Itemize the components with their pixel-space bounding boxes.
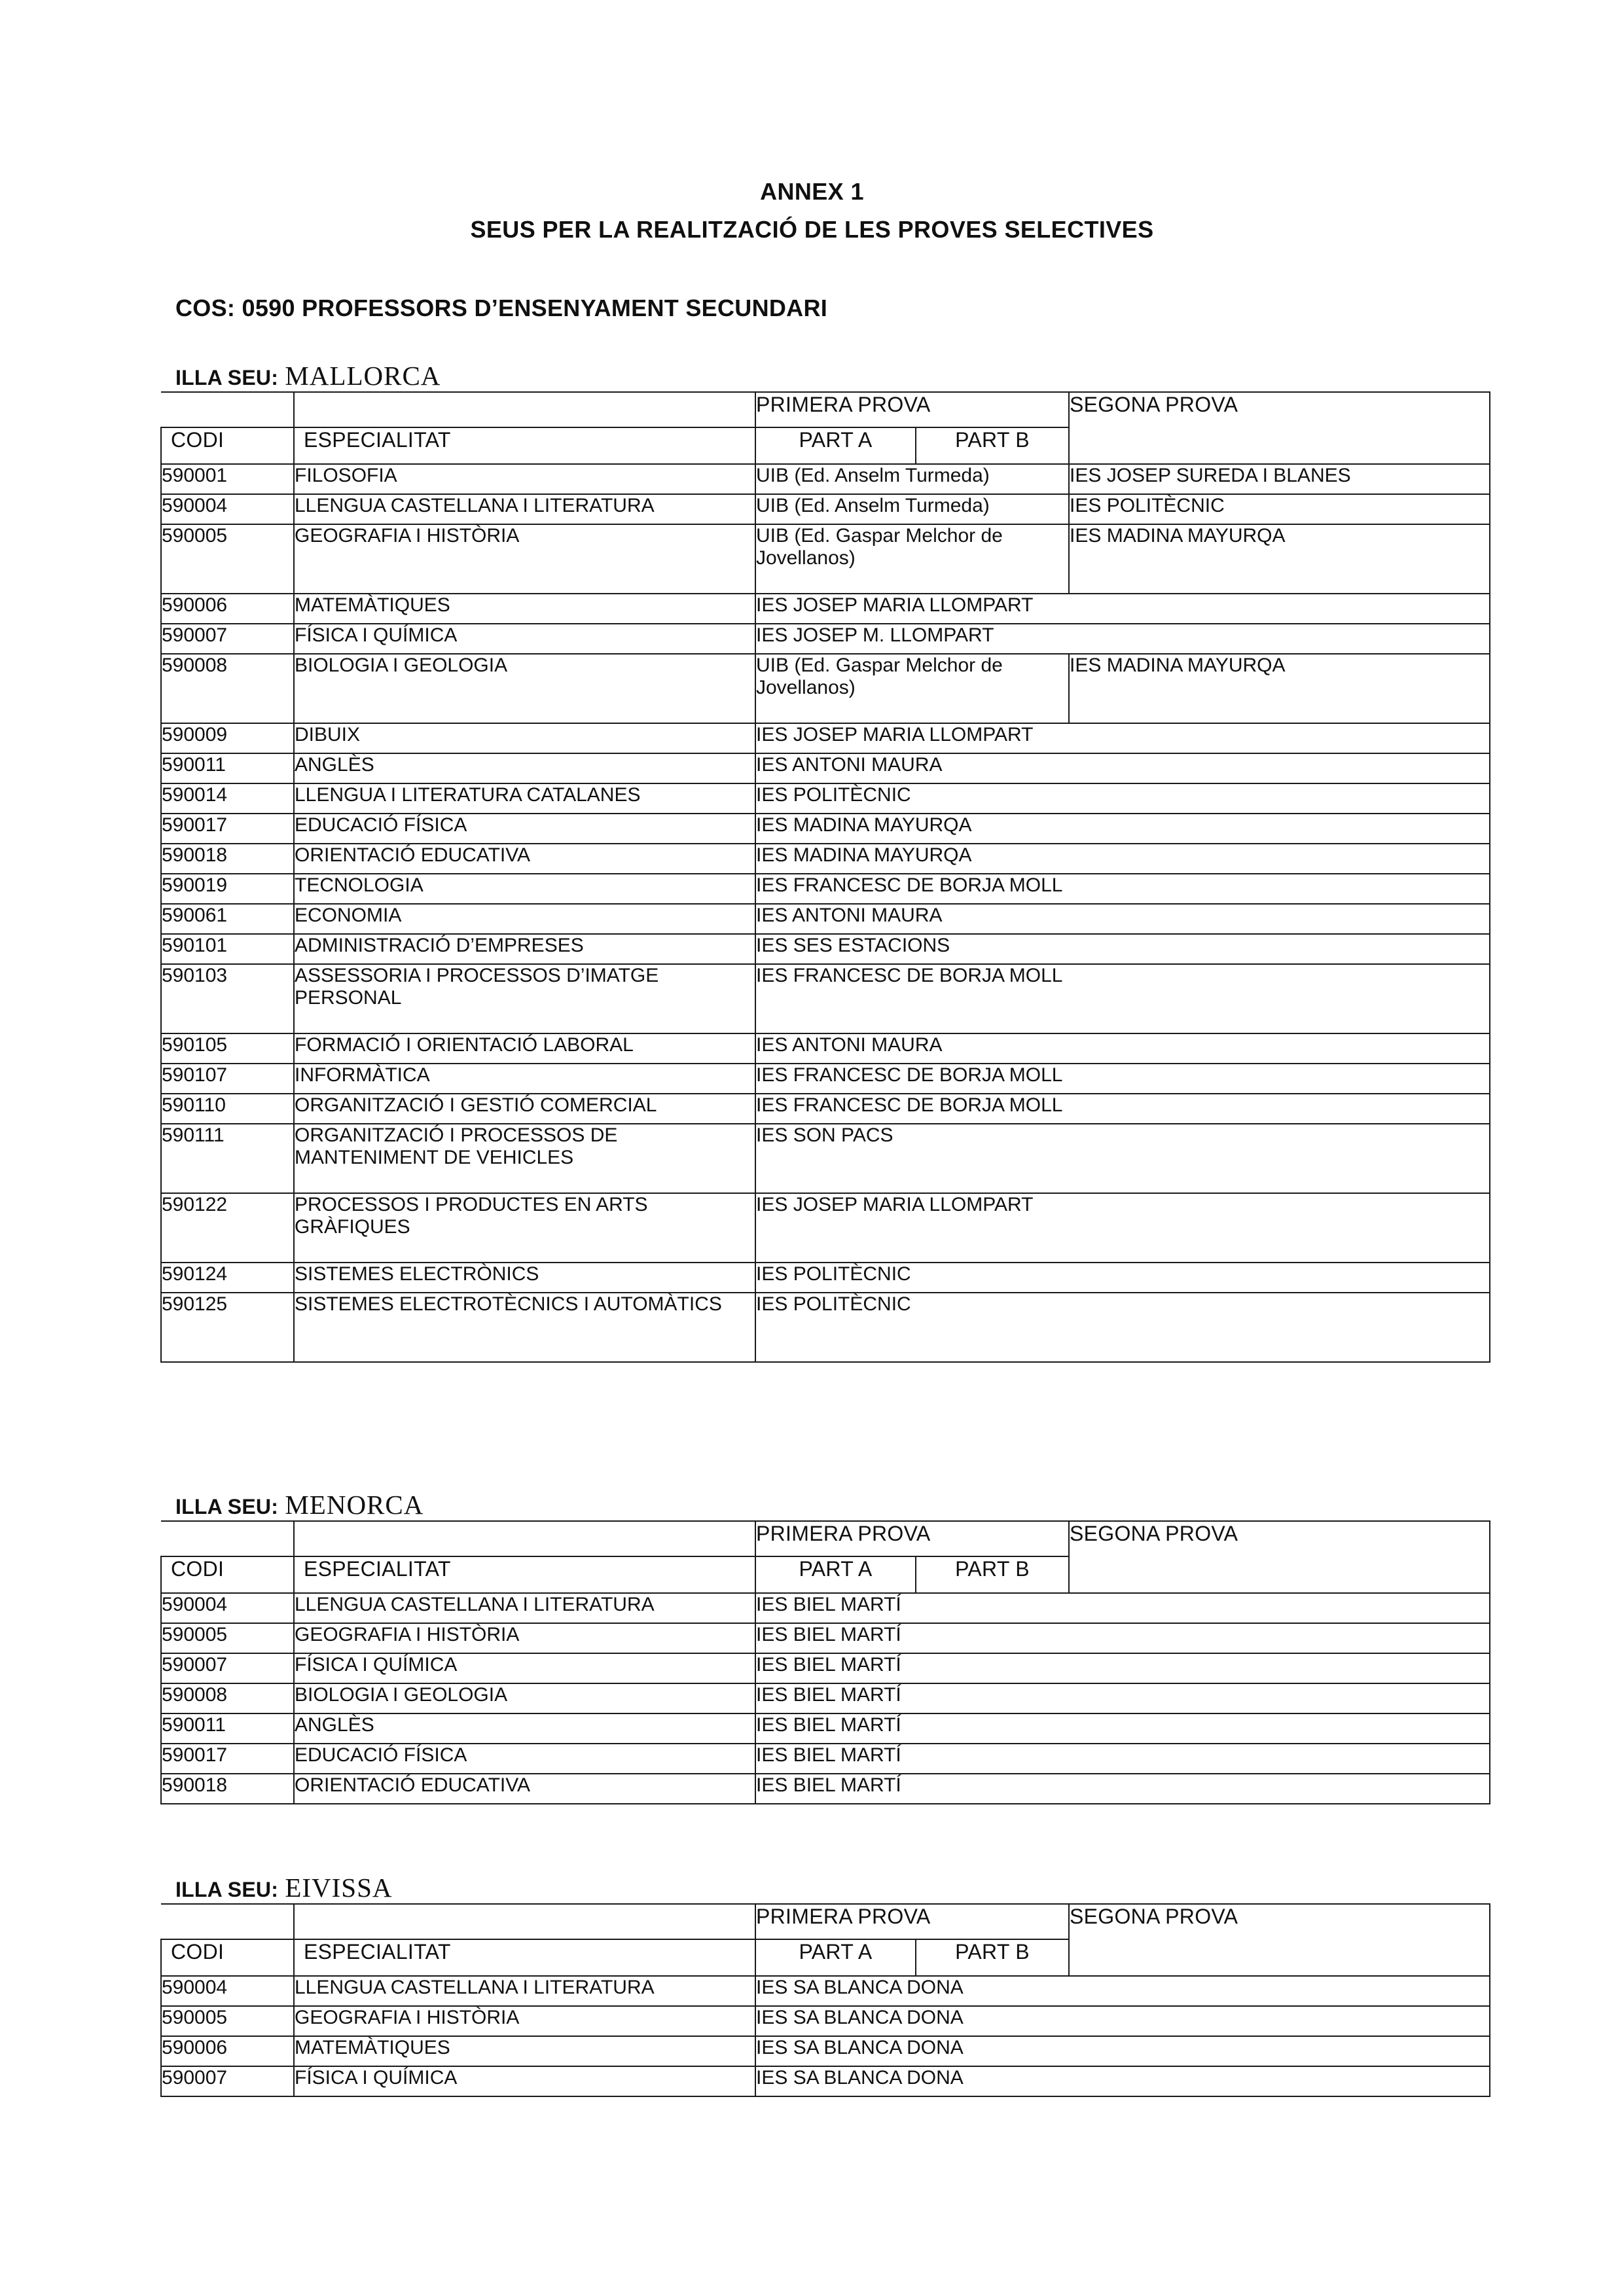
header-primera-prova: PRIMERA PROVA bbox=[755, 1904, 1069, 1939]
illa-seu-label: ILLA SEU: bbox=[175, 1878, 279, 1901]
cell-codi: 590005 bbox=[161, 1623, 294, 1653]
header-codi: CODI bbox=[161, 1556, 294, 1593]
header-blank-codi bbox=[161, 1904, 294, 1939]
cell-especialitat: ASSESSORIA I PROCESSOS D’IMATGE PERSONAL bbox=[294, 964, 755, 1033]
cell-seu-merged: IES FRANCESC DE BORJA MOLL bbox=[755, 874, 1490, 904]
table-row bbox=[161, 1713, 1490, 1744]
cell-seu-merged: IES BIEL MARTÍ bbox=[755, 1774, 1490, 1804]
illa-seu-label: ILLA SEU: bbox=[175, 1495, 279, 1518]
table-row bbox=[161, 1976, 1490, 2006]
cell-seu-merged: IES BIEL MARTÍ bbox=[755, 1713, 1490, 1744]
cos-heading: COS: 0590 PROFESSORS D’ENSENYAMENT SECUNDARI bbox=[175, 295, 828, 321]
header-codi: CODI bbox=[161, 427, 294, 464]
cell-seu-merged: IES ANTONI MAURA bbox=[755, 1033, 1490, 1064]
table-row bbox=[161, 1064, 1490, 1094]
cell-especialitat: ANGLÈS bbox=[294, 1713, 755, 1744]
table-row bbox=[161, 1774, 1490, 1804]
cell-codi: 590124 bbox=[161, 1263, 294, 1293]
cell-especialitat: FILOSOFIA bbox=[294, 464, 755, 494]
cell-especialitat: ADMINISTRACIÓ D’EMPRESES bbox=[294, 934, 755, 964]
cell-codi: 590018 bbox=[161, 1774, 294, 1804]
cell-seu-merged: IES POLITÈCNIC bbox=[755, 1293, 1490, 1362]
header-part-b: PART B bbox=[916, 1556, 1069, 1593]
table-row bbox=[161, 524, 1490, 594]
cell-segona-prova: IES MADINA MAYURQA bbox=[1069, 524, 1490, 594]
cell-especialitat: BIOLOGIA I GEOLOGIA bbox=[294, 1683, 755, 1713]
cell-especialitat: ANGLÈS bbox=[294, 753, 755, 783]
cell-codi: 590001 bbox=[161, 464, 294, 494]
cell-codi: 590101 bbox=[161, 934, 294, 964]
table-row bbox=[161, 624, 1490, 654]
cell-especialitat: DIBUIX bbox=[294, 723, 755, 753]
cell-seu-merged: IES FRANCESC DE BORJA MOLL bbox=[755, 964, 1490, 1033]
illa-seu-heading-mallorca bbox=[175, 360, 441, 391]
table-row bbox=[161, 1593, 1490, 1623]
cell-especialitat: TECNOLOGIA bbox=[294, 874, 755, 904]
table-row bbox=[161, 874, 1490, 904]
cell-codi: 590105 bbox=[161, 1033, 294, 1064]
table-row bbox=[161, 783, 1490, 814]
cell-codi: 590017 bbox=[161, 1744, 294, 1774]
cell-seu-merged: IES SA BLANCA DONA bbox=[755, 1976, 1490, 2006]
cell-codi: 590111 bbox=[161, 1124, 294, 1193]
cell-seu-merged: IES BIEL MARTÍ bbox=[755, 1744, 1490, 1774]
cell-seu-merged: IES POLITÈCNIC bbox=[755, 1263, 1490, 1293]
cell-primera-prova: UIB (Ed. Gaspar Melchor de Jovellanos) bbox=[755, 654, 1069, 723]
table-row bbox=[161, 1124, 1490, 1193]
cell-codi: 590011 bbox=[161, 1713, 294, 1744]
header-blank-especialitat bbox=[294, 1521, 755, 1556]
cell-primera-prova: UIB (Ed. Anselm Turmeda) bbox=[755, 464, 1069, 494]
table-head bbox=[161, 1521, 1490, 1593]
cell-especialitat: PROCESSOS I PRODUCTES EN ARTS GRÀFIQUES bbox=[294, 1193, 755, 1263]
cell-segona-prova: IES JOSEP SUREDA I BLANES bbox=[1069, 464, 1490, 494]
cell-primera-prova: UIB (Ed. Anselm Turmeda) bbox=[755, 494, 1069, 524]
cell-codi: 590005 bbox=[161, 2006, 294, 2036]
cell-especialitat: GEOGRAFIA I HISTÒRIA bbox=[294, 2006, 755, 2036]
header-segona-prova: SEGONA PROVA bbox=[1069, 1904, 1490, 1976]
cell-codi: 590004 bbox=[161, 494, 294, 524]
cell-codi: 590017 bbox=[161, 814, 294, 844]
cell-codi: 590008 bbox=[161, 1683, 294, 1713]
cell-especialitat: INFORMÀTICA bbox=[294, 1064, 755, 1094]
table-row bbox=[161, 2006, 1490, 2036]
table-row bbox=[161, 1263, 1490, 1293]
header-blank-codi bbox=[161, 1521, 294, 1556]
cell-codi: 590004 bbox=[161, 1976, 294, 2006]
cell-especialitat: GEOGRAFIA I HISTÒRIA bbox=[294, 1623, 755, 1653]
table-row bbox=[161, 964, 1490, 1033]
cell-codi: 590061 bbox=[161, 904, 294, 934]
illa-seu-heading-menorca bbox=[175, 1489, 424, 1520]
cell-especialitat: BIOLOGIA I GEOLOGIA bbox=[294, 654, 755, 723]
cell-seu-merged: IES BIEL MARTÍ bbox=[755, 1623, 1490, 1653]
cell-codi: 590006 bbox=[161, 594, 294, 624]
table-row bbox=[161, 594, 1490, 624]
cell-seu-merged: IES SA BLANCA DONA bbox=[755, 2036, 1490, 2066]
seu-table-menorca bbox=[160, 1520, 1490, 1804]
cell-codi: 590006 bbox=[161, 2036, 294, 2066]
cell-especialitat: ORGANITZACIÓ I PROCESSOS DE MANTENIMENT DE VEHICLES bbox=[294, 1124, 755, 1193]
cell-seu-merged: IES SON PACS bbox=[755, 1124, 1490, 1193]
cell-codi: 590125 bbox=[161, 1293, 294, 1362]
table-row bbox=[161, 494, 1490, 524]
cell-seu-merged: IES JOSEP MARIA LLOMPART bbox=[755, 723, 1490, 753]
cell-seu-merged: IES JOSEP MARIA LLOMPART bbox=[755, 1193, 1490, 1263]
cell-seu-merged: IES POLITÈCNIC bbox=[755, 783, 1490, 814]
header-codi: CODI bbox=[161, 1939, 294, 1976]
cell-seu-merged: IES SA BLANCA DONA bbox=[755, 2066, 1490, 2096]
cell-codi: 590007 bbox=[161, 1653, 294, 1683]
table-head bbox=[161, 1904, 1490, 1976]
cell-especialitat: MATEMÀTIQUES bbox=[294, 594, 755, 624]
cell-especialitat: LLENGUA CASTELLANA I LITERATURA bbox=[294, 494, 755, 524]
cell-especialitat: ORGANITZACIÓ I GESTIÓ COMERCIAL bbox=[294, 1094, 755, 1124]
cell-codi: 590103 bbox=[161, 964, 294, 1033]
cell-codi: 590007 bbox=[161, 624, 294, 654]
cell-especialitat: EDUCACIÓ FÍSICA bbox=[294, 1744, 755, 1774]
cell-codi: 590110 bbox=[161, 1094, 294, 1124]
header-row-group bbox=[161, 1521, 1490, 1556]
seu-table-mallorca bbox=[160, 391, 1490, 1363]
cell-especialitat: LLENGUA I LITERATURA CATALANES bbox=[294, 783, 755, 814]
cell-codi: 590008 bbox=[161, 654, 294, 723]
header-part-a: PART A bbox=[755, 427, 916, 464]
table-row bbox=[161, 1653, 1490, 1683]
header-especialitat: ESPECIALITAT bbox=[294, 427, 755, 464]
cell-codi: 590122 bbox=[161, 1193, 294, 1263]
cell-seu-merged: IES FRANCESC DE BORJA MOLL bbox=[755, 1064, 1490, 1094]
cell-especialitat: ORIENTACIÓ EDUCATIVA bbox=[294, 1774, 755, 1804]
cell-seu-merged: IES JOSEP M. LLOMPART bbox=[755, 624, 1490, 654]
cell-codi: 590011 bbox=[161, 753, 294, 783]
table-row bbox=[161, 934, 1490, 964]
cell-seu-merged: IES BIEL MARTÍ bbox=[755, 1683, 1490, 1713]
cell-especialitat: GEOGRAFIA I HISTÒRIA bbox=[294, 524, 755, 594]
cell-especialitat: EDUCACIÓ FÍSICA bbox=[294, 814, 755, 844]
cell-seu-merged: IES FRANCESC DE BORJA MOLL bbox=[755, 1094, 1490, 1124]
illa-seu-value: MENORCA bbox=[285, 1490, 424, 1520]
table-row bbox=[161, 1193, 1490, 1263]
cell-codi: 590014 bbox=[161, 783, 294, 814]
cell-especialitat: FORMACIÓ I ORIENTACIÓ LABORAL bbox=[294, 1033, 755, 1064]
header-part-a: PART A bbox=[755, 1556, 916, 1593]
table-row bbox=[161, 1744, 1490, 1774]
header-blank-especialitat bbox=[294, 1904, 755, 1939]
header-blank-codi bbox=[161, 392, 294, 427]
cell-seu-merged: IES MADINA MAYURQA bbox=[755, 814, 1490, 844]
table-row bbox=[161, 1683, 1490, 1713]
header-blank-especialitat bbox=[294, 392, 755, 427]
cell-codi: 590107 bbox=[161, 1064, 294, 1094]
table-row bbox=[161, 844, 1490, 874]
table-row bbox=[161, 1094, 1490, 1124]
cell-seu-merged: IES SA BLANCA DONA bbox=[755, 2006, 1490, 2036]
seu-table-eivissa bbox=[160, 1903, 1490, 2097]
table-row bbox=[161, 814, 1490, 844]
table-body bbox=[161, 464, 1490, 1362]
cell-especialitat: FÍSICA I QUÍMICA bbox=[294, 1653, 755, 1683]
header-part-b: PART B bbox=[916, 1939, 1069, 1976]
cell-especialitat: LLENGUA CASTELLANA I LITERATURA bbox=[294, 1976, 755, 2006]
cell-especialitat: SISTEMES ELECTROTÈCNICS I AUTOMÀTICS bbox=[294, 1293, 755, 1362]
document-subtitle: SEUS PER LA REALITZACIÓ DE LES PROVES SELECTIVES bbox=[470, 216, 1154, 243]
header-part-a: PART A bbox=[755, 1939, 916, 1976]
table-head bbox=[161, 392, 1490, 464]
table-row bbox=[161, 2066, 1490, 2096]
table-row bbox=[161, 464, 1490, 494]
header-primera-prova: PRIMERA PROVA bbox=[755, 392, 1069, 427]
cell-codi: 590019 bbox=[161, 874, 294, 904]
illa-seu-value: EIVISSA bbox=[285, 1873, 393, 1903]
cell-codi: 590004 bbox=[161, 1593, 294, 1623]
cell-seu-merged: IES MADINA MAYURQA bbox=[755, 844, 1490, 874]
table-row bbox=[161, 1033, 1490, 1064]
table-row bbox=[161, 723, 1490, 753]
cell-seu-merged: IES SES ESTACIONS bbox=[755, 934, 1490, 964]
cell-codi: 590007 bbox=[161, 2066, 294, 2096]
header-row-group bbox=[161, 1904, 1490, 1939]
cell-especialitat: ECONOMIA bbox=[294, 904, 755, 934]
cell-codi: 590005 bbox=[161, 524, 294, 594]
illa-seu-heading-eivissa bbox=[175, 1872, 393, 1903]
cell-especialitat: SISTEMES ELECTRÒNICS bbox=[294, 1263, 755, 1293]
header-segona-prova: SEGONA PROVA bbox=[1069, 392, 1490, 464]
cell-seu-merged: IES ANTONI MAURA bbox=[755, 904, 1490, 934]
cell-segona-prova: IES POLITÈCNIC bbox=[1069, 494, 1490, 524]
cell-especialitat: LLENGUA CASTELLANA I LITERATURA bbox=[294, 1593, 755, 1623]
illa-seu-value: MALLORCA bbox=[285, 361, 441, 391]
table-row bbox=[161, 904, 1490, 934]
cell-codi: 590018 bbox=[161, 844, 294, 874]
header-part-b: PART B bbox=[916, 427, 1069, 464]
header-segona-prova: SEGONA PROVA bbox=[1069, 1521, 1490, 1593]
table-row bbox=[161, 2036, 1490, 2066]
table-row bbox=[161, 654, 1490, 723]
cell-especialitat: ORIENTACIÓ EDUCATIVA bbox=[294, 844, 755, 874]
annex-title: ANNEX 1 bbox=[760, 178, 864, 205]
cell-especialitat: FÍSICA I QUÍMICA bbox=[294, 624, 755, 654]
cell-codi: 590009 bbox=[161, 723, 294, 753]
illa-seu-label: ILLA SEU: bbox=[175, 366, 279, 389]
cell-especialitat: FÍSICA I QUÍMICA bbox=[294, 2066, 755, 2096]
header-row-group bbox=[161, 392, 1490, 427]
header-especialitat: ESPECIALITAT bbox=[294, 1939, 755, 1976]
table-body bbox=[161, 1976, 1490, 2096]
table-row bbox=[161, 753, 1490, 783]
table-row bbox=[161, 1293, 1490, 1362]
cell-seu-merged: IES BIEL MARTÍ bbox=[755, 1593, 1490, 1623]
cell-seu-merged: IES JOSEP MARIA LLOMPART bbox=[755, 594, 1490, 624]
cell-seu-merged: IES BIEL MARTÍ bbox=[755, 1653, 1490, 1683]
cell-primera-prova: UIB (Ed. Gaspar Melchor de Jovellanos) bbox=[755, 524, 1069, 594]
cell-seu-merged: IES ANTONI MAURA bbox=[755, 753, 1490, 783]
cell-segona-prova: IES MADINA MAYURQA bbox=[1069, 654, 1490, 723]
header-especialitat: ESPECIALITAT bbox=[294, 1556, 755, 1593]
header-primera-prova: PRIMERA PROVA bbox=[755, 1521, 1069, 1556]
table-body bbox=[161, 1593, 1490, 1804]
table-row bbox=[161, 1623, 1490, 1653]
cell-especialitat: MATEMÀTIQUES bbox=[294, 2036, 755, 2066]
